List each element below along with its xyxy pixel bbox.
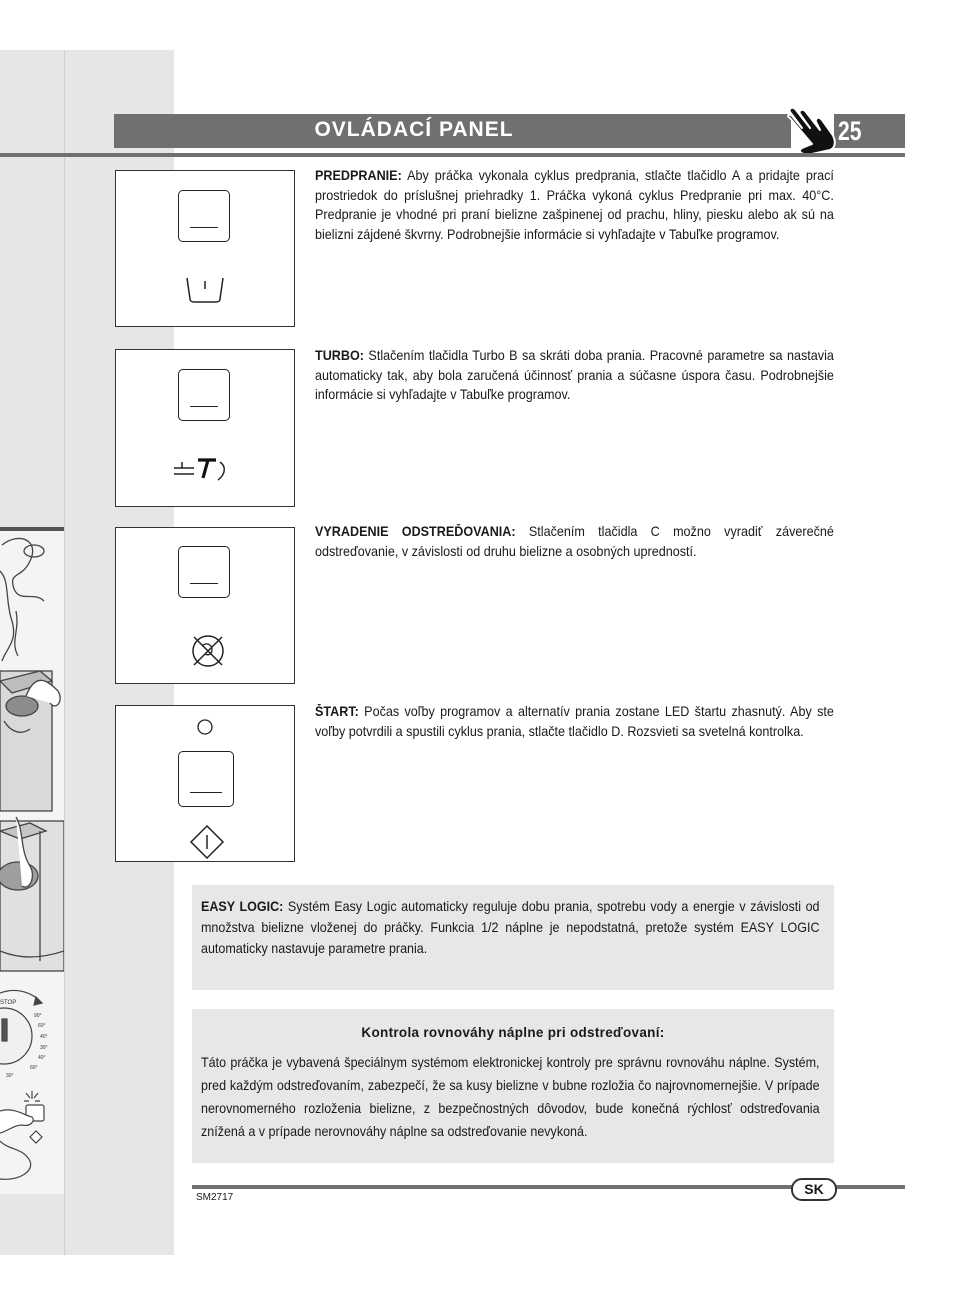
- start-description: [315, 702, 834, 741]
- start-panel: [115, 705, 295, 862]
- no-spin-button[interactable]: [178, 546, 230, 598]
- language-badge: SK: [791, 1178, 837, 1201]
- start-label: ŠTART:: [315, 704, 359, 719]
- no-spin-icon: [188, 632, 228, 670]
- dial-mark-4: 30°: [40, 1045, 48, 1051]
- no-spin-text: Stlačením tlačidla C možno vyradiť záverečné odstreďovanie, v závislosti od druhu bielizne a osobných upredností.: [315, 524, 834, 559]
- dial-mark-1: 90°: [34, 1013, 42, 1019]
- easy-logic-text: [201, 896, 820, 959]
- start-button[interactable]: [178, 751, 234, 807]
- prewash-label: PREDPRANIE:: [315, 168, 402, 183]
- side-divider: [64, 50, 65, 1255]
- dial-mark-6: 60°: [30, 1065, 38, 1071]
- balance-control-text: Táto práčka je vybavená špeciálnym systémom elektronickej kontroly pre správnu rovnováhu náplne. Systém, pred každým odstreďovaním, zabezpečí, že sa kusy bielizne v bubne rozložia čo najrovnomernejšie. V prípade nerovnomerného rozloženia bielizne, z bezpečnostných dôvodov, bude konečná rýchlosť odstreďovania znížená a v prípade nerovnováhy náplne sa odstreďovanie nevykoná.: [201, 1055, 820, 1139]
- document-code: SM2717: [196, 1192, 234, 1203]
- turbo-text: Stlačením tlačidla Turbo B sa skráti doba prania. Pracovné parametre sa nastavia automaticky tak, aby bola zaručená účinnosť prania a súčasne úspora času. Podrobnejšie informácie si vyhľadajte v Tabuľke programov.: [315, 348, 834, 403]
- no-spin-label: VYRADENIE ODSTREĎOVANIA:: [315, 524, 516, 539]
- balance-control-title: Kontrola rovnováhy náplne pri odstreďovaní:: [361, 1025, 665, 1040]
- dial-mark-5: 40°: [38, 1055, 46, 1061]
- easy-logic-label: EASY LOGIC:: [201, 899, 284, 914]
- turbo-label: TURBO:: [315, 348, 364, 363]
- turbo-button[interactable]: [178, 369, 230, 421]
- start-diamond-icon: [188, 824, 226, 860]
- dial-stop-label: STOP: [0, 1000, 17, 1006]
- turbo-T-icon: [172, 454, 232, 484]
- dial-mark-7: 30°: [6, 1073, 14, 1079]
- start-text: Počas voľby programov a alternatív prania zostane LED štartu zhasnutý. Aby ste voľby potvrdili a spustili cyklus prania, stlačte tlačidlo D. Rozsvieti sa svetelná kontrolka.: [315, 704, 834, 739]
- page-number: 25: [838, 116, 862, 146]
- no-spin-description: [315, 522, 834, 561]
- turbo-description: [315, 346, 834, 405]
- easy-logic-box: [192, 885, 834, 990]
- prewash-tray-icon: [184, 275, 226, 305]
- illustration-strip: [0, 527, 64, 1194]
- prewash-button[interactable]: [178, 190, 230, 242]
- prewash-text: Aby práčka vykonala cyklus predprania, stlačte tlačidlo A a pridajte prací prostriedok do príslušnej priehradky 1. Práčka vykoná cyklus Predpranie pri max. 40°C. Predpranie je vhodné pri praní bielizne zašpinenej od prachu, hliny, piesku alebo ak sú na bielizni zájdené škvrny. Podrobnejšie informácie si vyhľadajte v Tabuľke programov.: [315, 168, 834, 242]
- page-title: OVLÁDACÍ PANEL: [314, 118, 514, 141]
- balance-control-box: [192, 1009, 834, 1163]
- prewash-panel: [115, 170, 295, 327]
- header-bar: [114, 114, 791, 148]
- prewash-description: [315, 166, 834, 244]
- led-indicator-icon: [196, 718, 214, 736]
- turbo-panel: [115, 349, 295, 507]
- no-spin-panel: [115, 527, 295, 684]
- header-rule: [0, 153, 905, 157]
- dial-mark-3: 40°: [40, 1034, 48, 1040]
- dial-mark-2: 60°: [38, 1023, 46, 1029]
- easy-logic-body: Systém Easy Logic automaticky reguluje dobu prania, spotrebu vody a energie v závislosti od množstva bielizne vloženej do práčky. Funkcia 1/2 náplne je nepodstatná, pretože systém EASY LOGIC automaticky nastavuje parametre prania.: [201, 899, 820, 956]
